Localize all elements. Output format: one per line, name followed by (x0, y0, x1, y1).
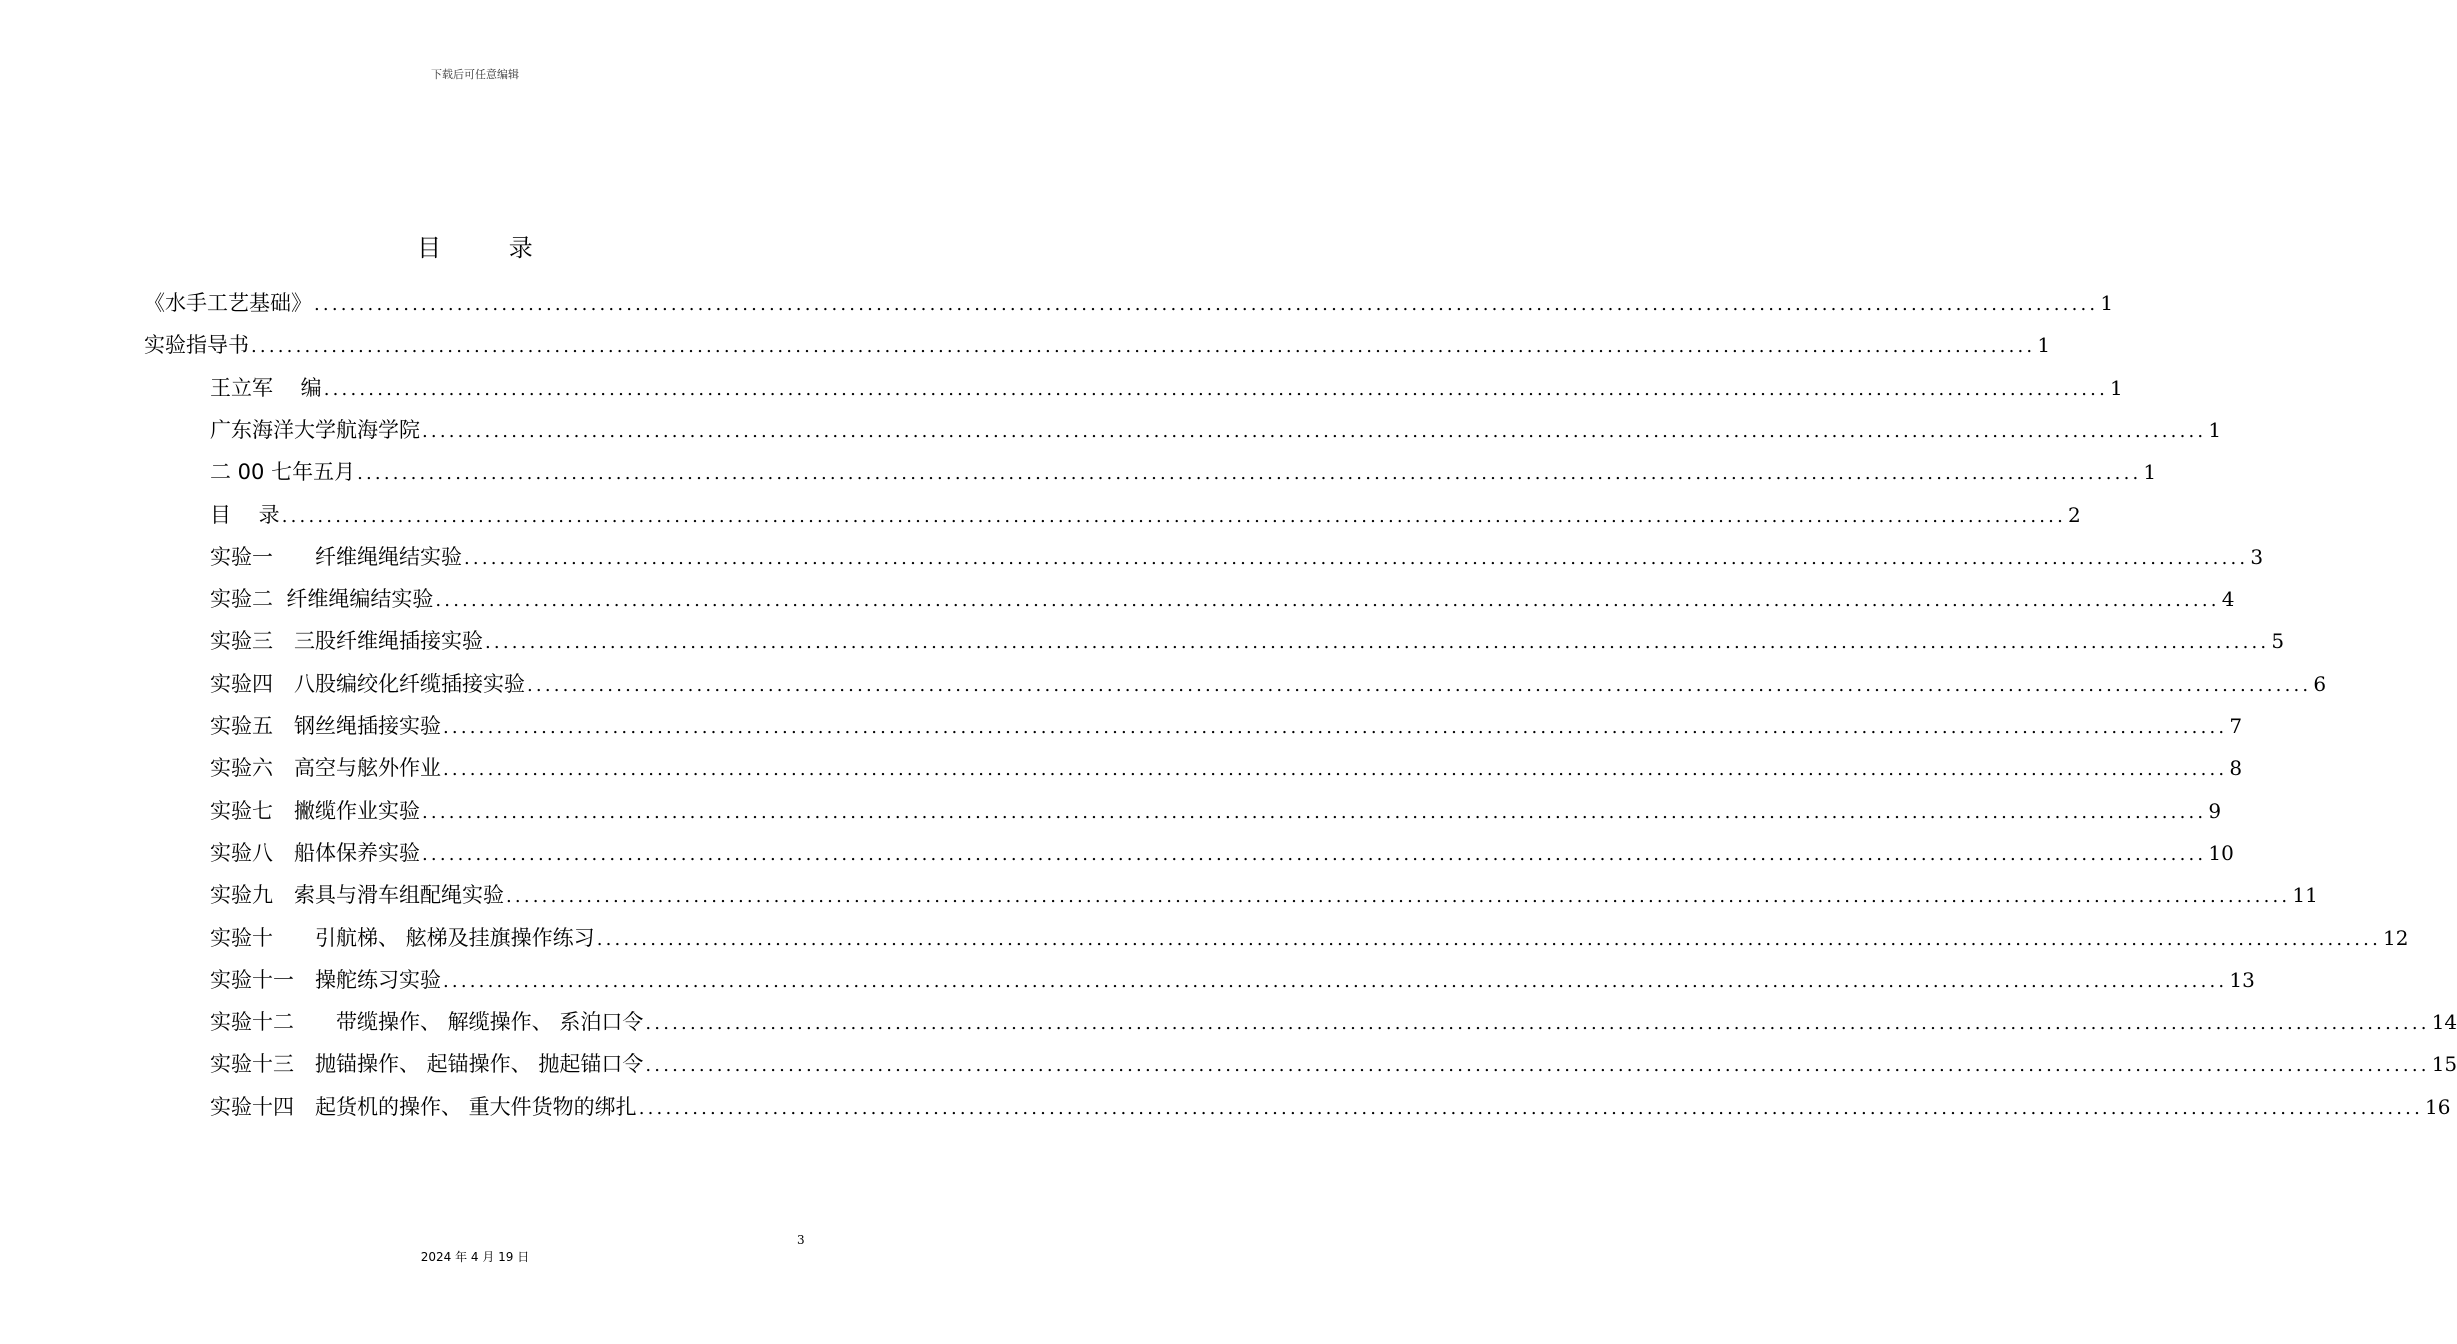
toc-entry-title: 实验七 撇缆作业实验 (210, 798, 420, 823)
toc-entry[interactable] (210, 796, 2222, 826)
toc-leader-dots: ........................................................................................................................................................................................................ (422, 843, 2207, 865)
toc-entry[interactable] (210, 1007, 2457, 1037)
toc-entry-title: 二 00 七年五月 (210, 460, 356, 485)
toc-leader-dots: ........................................................................................................................................................................................................ (638, 1097, 2424, 1119)
toc-entry-page: 4 (2221, 587, 2235, 612)
toc-leader-dots: ........................................................................................................................................................................................................ (645, 1013, 2430, 1035)
toc-entry-page: 3 (2250, 544, 2264, 569)
toc-entry-page: 15 (2431, 1052, 2457, 1077)
toc-entry-page: 1 (2110, 375, 2123, 400)
header-note: 下载后可任意编辑 (431, 68, 519, 81)
toc-entry-title: 实验一 纤维绳绳结实验 (210, 544, 462, 569)
toc-leader-dots: ........................................................................................................................................................................................................ (422, 801, 2207, 823)
toc-leader-dots: ........................................................................................................................................................................................................ (435, 590, 2220, 612)
toc-leader-dots: ........................................................................................................................................................................................................ (357, 463, 2142, 485)
toc-entry-title: 实验十一 操舵练习实验 (210, 967, 441, 992)
toc-entry-page: 6 (2313, 671, 2327, 696)
toc-entry[interactable] (210, 415, 2222, 445)
toc-leader-dots: ........................................................................................................................................................................................................ (485, 632, 2270, 654)
toc-entry-page: 7 (2229, 714, 2243, 738)
toc-entry[interactable] (210, 880, 2318, 910)
toc-entry-title: 实验九 索具与滑车组配绳实验 (210, 883, 504, 908)
toc-entry[interactable] (210, 753, 2243, 783)
toc-entry[interactable] (210, 457, 2157, 487)
footer-date: 2024 年 4 月 19 日 (420, 1250, 530, 1264)
toc-entry-title: 实验三 三股纤维绳插接实验 (210, 629, 483, 654)
toc-entry-page: 9 (2208, 798, 2222, 823)
toc-entry-page: 2 (2068, 502, 2081, 527)
toc-entry-title: 实验十二 带缆操作、 解缆操作、 系泊口令 (210, 1010, 644, 1035)
toc-entry[interactable] (210, 923, 2409, 953)
toc-entry-page: 1 (2208, 417, 2222, 442)
toc-entry-page: 5 (2271, 629, 2285, 654)
toc-leader-dots: ........................................................................................................................................................................................................ (506, 886, 2291, 908)
toc-leader-dots: ........................................................................................................................................................................................................ (443, 759, 2228, 781)
toc-entry-title: 实验八 船体保养实验 (210, 840, 420, 865)
toc-entry-page: 8 (2229, 756, 2243, 781)
toc-entry-title: 实验五 钢丝绳插接实验 (210, 714, 441, 738)
toc-leader-dots: ........................................................................................................................................................................................................ (422, 420, 2207, 442)
toc-entry-page: 10 (2208, 840, 2234, 865)
toc-leader-dots: ........................................................................................................................................................................................................ (596, 928, 2382, 950)
toc-entry-page: 16 (2425, 1094, 2451, 1119)
toc-leader-dots: ........................................................................................................................................................................................................ (464, 547, 2249, 569)
toc-entry-title: 目 录 (210, 502, 280, 527)
toc-entry[interactable] (210, 669, 2327, 699)
page-number: 3 (797, 1233, 805, 1247)
toc-entry-page: 1 (2143, 460, 2157, 485)
toc-entry[interactable] (210, 584, 2235, 614)
toc-entry-title: 广东海洋大学航海学院 (210, 417, 420, 442)
toc-entry[interactable] (144, 288, 2114, 318)
toc-leader-dots: ........................................................................................................................................................................................................ (527, 674, 2312, 696)
toc-entry[interactable] (210, 1049, 2457, 1079)
toc-entry[interactable] (210, 500, 2081, 530)
toc-leader-dots: ........................................................................................................................................................................................................ (314, 294, 2099, 315)
toc-entry-title: 王立军 编 (210, 375, 322, 400)
toc-entry[interactable] (210, 373, 2123, 403)
toc-entry[interactable] (210, 1092, 2451, 1122)
toc-entry-title: 实验十 引航梯、 舷梯及挂旗操作练习 (210, 925, 595, 950)
toc-entry-title: 实验十四 起货机的操作、 重大件货物的绑扎 (210, 1094, 637, 1119)
toc-entry-title: 实验四 八股编绞化纤缆插接实验 (210, 671, 525, 696)
toc-leader-dots: ........................................................................................................................................................................................................ (443, 970, 2228, 992)
toc-entry[interactable] (210, 838, 2234, 868)
toc-entry[interactable] (210, 542, 2264, 572)
toc-entry-page: 1 (2037, 333, 2051, 358)
toc-leader-dots: ........................................................................................................................................................................................................ (323, 378, 2109, 400)
toc-entry-title: 实验指导书 (144, 333, 249, 358)
toc-entry-title: 实验二 纤维绳编结实验 (210, 587, 434, 612)
toc-entry-page: 14 (2431, 1010, 2457, 1035)
toc-entry-page: 12 (2383, 925, 2409, 950)
toc-entry[interactable] (210, 626, 2285, 656)
toc-leader-dots: ........................................................................................................................................................................................................ (645, 1055, 2430, 1077)
toc-leader-dots: ........................................................................................................................................................................................................ (281, 505, 2067, 527)
toc-entry[interactable] (210, 711, 2243, 741)
toc-entry[interactable] (210, 965, 2255, 995)
toc-entry-title: 实验六 高空与舷外作业 (210, 756, 441, 781)
toc-leader-dots: ........................................................................................................................................................................................................ (251, 336, 2036, 358)
toc-entry-title: 《水手工艺基础》 (144, 291, 312, 315)
toc-entry-page: 13 (2229, 967, 2255, 992)
toc-entry-page: 1 (2100, 291, 2114, 315)
toc-entry[interactable] (144, 330, 2051, 360)
page-title: 目 录 (417, 234, 563, 262)
toc-entry-title: 实验十三 抛锚操作、 起锚操作、 抛起锚口令 (210, 1052, 644, 1077)
toc-entry-page: 11 (2292, 883, 2318, 908)
toc-leader-dots: ........................................................................................................................................................................................................ (443, 717, 2228, 738)
